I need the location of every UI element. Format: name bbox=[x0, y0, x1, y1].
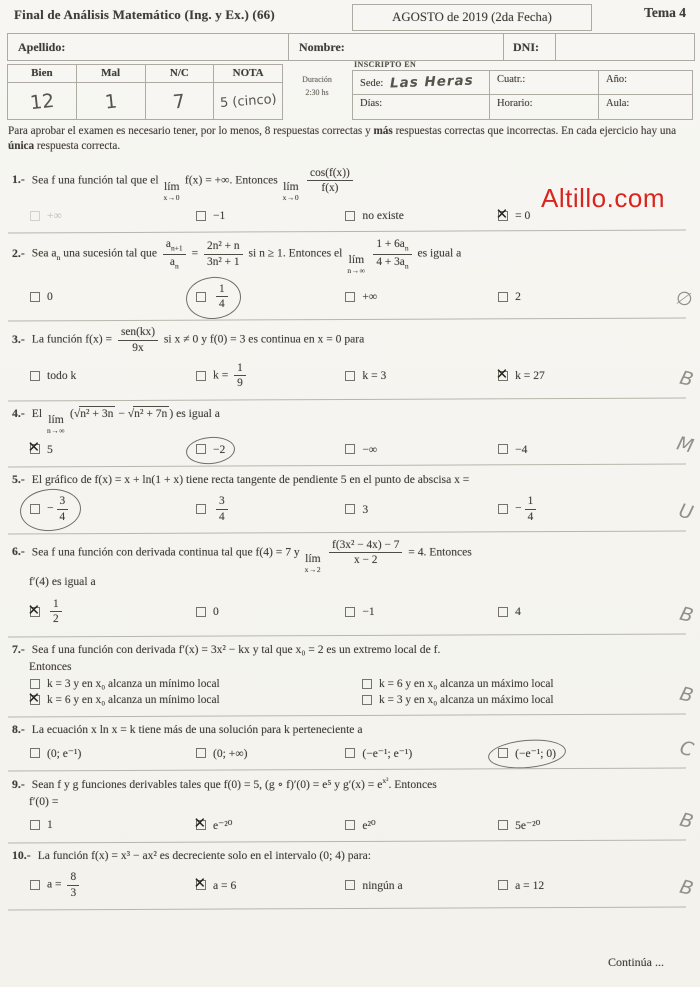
option-label: a = 6 bbox=[213, 878, 237, 892]
option-label: k = 3 bbox=[362, 369, 387, 383]
option-marked bbox=[28, 442, 55, 457]
option bbox=[496, 289, 523, 304]
option bbox=[343, 368, 388, 383]
exam-theme: Tema 4 bbox=[644, 5, 686, 20]
option-label: k = 3 y en x₀ alcanza un mínimo local bbox=[47, 678, 220, 691]
option-label: −4 bbox=[515, 442, 528, 456]
options-row bbox=[12, 361, 692, 391]
margin-mark-handwritten: B bbox=[677, 366, 696, 391]
fraction: $\frac{\cos(f(x))}{f(x)}$ bbox=[307, 167, 353, 195]
fraction: $\frac{1}{4}$ bbox=[216, 283, 228, 311]
fraction: $\frac{3}{4}$ bbox=[57, 495, 69, 523]
limit-notation: lím x→0 bbox=[163, 179, 181, 202]
x-mark-icon bbox=[196, 820, 206, 830]
fraction: $\frac{a_{n+1}}{a_n}$ bbox=[163, 238, 186, 270]
fraction: $\frac{1}{4}$ bbox=[525, 495, 537, 523]
question-stem-line2: f′(4) es igual a bbox=[29, 575, 96, 589]
option-label: 0 bbox=[47, 290, 53, 304]
option-label: 0 bbox=[213, 605, 219, 619]
option-label: − $\frac{3}{4}$ bbox=[47, 495, 71, 523]
option-marked bbox=[194, 878, 238, 893]
question-stem-line2: Entonces bbox=[29, 659, 72, 673]
option-label: −∞ bbox=[362, 442, 378, 456]
option-label: (−e⁻¹; e⁻¹) bbox=[362, 747, 413, 761]
checkbox-icon bbox=[30, 880, 40, 890]
option-label: todo k bbox=[47, 369, 77, 383]
question-number: 10.- bbox=[12, 847, 31, 862]
score-col-nc: N/C bbox=[146, 65, 215, 82]
score-col-bien: Bien bbox=[8, 65, 77, 82]
question-block-9 bbox=[8, 770, 694, 841]
checkbox-icon bbox=[345, 504, 355, 514]
option bbox=[343, 878, 404, 893]
subscript: n bbox=[56, 253, 61, 263]
checkbox-icon bbox=[30, 211, 40, 221]
checkbox-icon bbox=[498, 820, 508, 830]
checkbox-icon bbox=[362, 695, 372, 705]
option bbox=[28, 817, 55, 832]
option-label: +∞ bbox=[47, 209, 62, 223]
instructions-text: Para aprobar el examen es necesario tener, por lo menos, 8 respuestas correctas y más respuestas correctas que incorrectas. En cada ejercicio hay una única respuesta correcta. bbox=[8, 125, 677, 153]
option bbox=[360, 693, 556, 707]
option-label: e⁻²⁰ bbox=[213, 818, 233, 832]
option-label: 5e⁻²⁰ bbox=[515, 818, 541, 832]
dias-field bbox=[353, 95, 490, 119]
checkbox-icon bbox=[30, 820, 40, 830]
option bbox=[28, 368, 78, 383]
score-values-row bbox=[8, 83, 282, 120]
x-mark-icon bbox=[30, 444, 40, 454]
checkbox-icon bbox=[345, 211, 355, 221]
checkbox-icon bbox=[196, 444, 206, 454]
option-label: (−e⁻¹; 0) bbox=[515, 747, 557, 761]
inscripto-label: INSCRIPTO EN bbox=[354, 60, 417, 69]
question-stem: 9.- Sean f y g funciones derivables tales que f(0) = 5, (g ∘ f)′(0) = e⁵ y $g'(x) = e^{x^2}$. Entonces bbox=[12, 776, 437, 791]
aula-field bbox=[599, 95, 692, 119]
fraction: $\frac{\text{sen(kx)}}{9x}$ bbox=[118, 326, 158, 354]
checkbox-icon bbox=[196, 504, 206, 514]
options-row bbox=[12, 597, 692, 627]
checkbox-icon bbox=[345, 371, 355, 381]
nombre-field bbox=[289, 34, 504, 60]
superscript: x² bbox=[382, 776, 389, 786]
margin-mark-handwritten: B bbox=[677, 875, 696, 901]
sede-field bbox=[353, 71, 490, 95]
limit-notation: lím x→2 bbox=[304, 551, 322, 574]
margin-mark-handwritten: C bbox=[677, 736, 696, 762]
anio-field bbox=[599, 71, 692, 95]
checkbox-icon bbox=[362, 679, 372, 689]
option-label: 2 bbox=[515, 290, 521, 304]
dni-label: DNI: bbox=[504, 34, 556, 60]
option-label: k = $\frac{1}{9}$ bbox=[213, 362, 249, 390]
option-label bbox=[213, 283, 231, 311]
dni-field bbox=[504, 34, 694, 60]
subscript: n bbox=[404, 243, 409, 253]
sede-value-handwritten: Las Heras bbox=[389, 72, 474, 92]
question-block-6 bbox=[8, 533, 694, 636]
checkbox-icon bbox=[498, 292, 508, 302]
exam-title: Final de Análisis Matemático (Ing. y Ex.) (66) bbox=[14, 7, 275, 22]
options-row bbox=[12, 494, 692, 524]
options-row bbox=[12, 442, 692, 457]
margin-mark-handwritten: B bbox=[677, 602, 696, 627]
option-label: k = 3 y en x₀ alcanza un máximo local bbox=[379, 694, 554, 707]
question-stem: 5.- El gráfico de f(x) = x + ln(1 + x) tiene recta tangente de pendiente 5 en el punto de abscisa x = bbox=[12, 471, 470, 486]
option bbox=[343, 745, 414, 761]
option bbox=[496, 494, 541, 524]
question-number: 8.- bbox=[12, 722, 25, 737]
x-mark-icon bbox=[498, 371, 508, 381]
x-mark-icon bbox=[30, 607, 40, 617]
question-stem: 6.- Sea f una función con derivada continua tal que f(4) = 7 y lím x→2 $\frac{\text{f(3x² − 4x) − 7}}{x - 2}$ = 4. Entonces bbox=[12, 539, 472, 574]
checkbox-icon bbox=[196, 292, 206, 302]
question-block-3 bbox=[8, 320, 694, 399]
option-label: − $\frac{1}{4}$ bbox=[515, 495, 539, 523]
horario-label: Horario: bbox=[497, 98, 533, 109]
fraction: $\frac{8}{3}$ bbox=[67, 871, 79, 899]
apellido-label: Apellido: bbox=[18, 39, 66, 54]
options-row bbox=[12, 282, 692, 312]
question-number: 6.- bbox=[12, 544, 25, 559]
option bbox=[496, 604, 523, 619]
question-stem: 8.- La ecuación x ln x = k tiene más de una solución para k perteneciente a bbox=[12, 722, 363, 737]
checkbox-icon bbox=[30, 371, 40, 381]
option-label: = 0 bbox=[515, 209, 531, 223]
cuatr-field bbox=[490, 71, 599, 95]
name-fields-row bbox=[7, 33, 695, 61]
question-number: 4.- bbox=[12, 405, 25, 420]
apellido-field bbox=[8, 34, 289, 60]
checkbox-icon bbox=[30, 748, 40, 758]
option bbox=[343, 817, 377, 833]
score-header-row bbox=[8, 65, 282, 83]
checkbox-icon bbox=[345, 607, 355, 617]
score-value-bien-handwritten: 12 bbox=[28, 89, 56, 114]
option bbox=[194, 208, 227, 223]
option-label bbox=[213, 495, 231, 523]
checkbox-icon bbox=[196, 607, 206, 617]
option-marked bbox=[28, 693, 222, 707]
question-number: 5.- bbox=[12, 471, 25, 486]
question-number: 9.- bbox=[12, 776, 25, 791]
option-circled bbox=[496, 745, 558, 761]
checkbox-icon bbox=[196, 211, 206, 221]
checkbox-icon bbox=[498, 504, 508, 514]
sqrt-notation: √n² + 7n bbox=[127, 406, 168, 420]
question-stem: 3.- La función f(x) = $\frac{\text{sen(kx)}}{9x}$ si x ≠ 0 y f(0) = 3 es continua en x = 0 para bbox=[12, 326, 365, 354]
limit-notation: lím x→0 bbox=[282, 179, 300, 202]
fraction: $\frac{3}{4}$ bbox=[216, 495, 228, 523]
fraction: $\frac{1}{2}$ bbox=[50, 598, 62, 626]
option bbox=[496, 878, 546, 893]
option-label: ningún a bbox=[362, 878, 403, 892]
margin-mark-handwritten: M bbox=[674, 431, 696, 458]
score-value-nc-handwritten: 7 bbox=[172, 89, 187, 114]
option-label: (0; e⁻¹) bbox=[47, 747, 82, 761]
option bbox=[28, 208, 64, 223]
option-label: 3 bbox=[362, 502, 369, 516]
question-block-2 bbox=[8, 232, 694, 320]
continua-text: Continúa ... bbox=[608, 955, 664, 969]
question-stem: 10.- La función f(x) = x³ − ax² es decreciente solo en el intervalo (0; 4) para: bbox=[12, 847, 371, 862]
option-marked bbox=[28, 597, 67, 627]
question-stem-line2: f′(0) = bbox=[29, 794, 59, 808]
checkbox-icon bbox=[30, 504, 40, 514]
option bbox=[360, 677, 556, 691]
score-col-nota: NOTA bbox=[232, 67, 264, 79]
option-circled bbox=[194, 442, 227, 457]
fraction: $\frac{\text{f(3x² − 4x) − 7}}{x - 2}$ bbox=[329, 539, 402, 567]
question-number: 3.- bbox=[12, 331, 25, 346]
checkbox-icon bbox=[498, 444, 508, 454]
option bbox=[496, 442, 529, 457]
question-stem: 4.- El lím n→∞ (√n² + 3n − √n² + 7n ) es igual a bbox=[12, 405, 220, 436]
exam-date-box: AGOSTO de 2019 (2da Fecha) bbox=[352, 4, 592, 31]
option-marked bbox=[496, 208, 532, 223]
margin-mark-handwritten: ∅ bbox=[674, 286, 696, 313]
option-label: k = 27 bbox=[515, 369, 545, 383]
option-circled bbox=[194, 282, 233, 312]
checkbox-icon bbox=[345, 444, 355, 454]
score-value-mal-handwritten: 1 bbox=[103, 89, 118, 114]
options-row bbox=[12, 817, 692, 833]
option-label: (0; +∞) bbox=[213, 746, 248, 760]
duracion-hours: 2:30 hs bbox=[305, 87, 329, 97]
question-stem: 2.- Sea $a_n$ una sucesión tal que $\frac{a_{n+1}}{a_n}$ = $\frac{\text{2n² + n}}{\text{3n² + 1}}$ si n ≥ 1. Entonces el lím n→∞ $\frac{1 + 6a_n}{4 + 3a_n}$ es igual a bbox=[12, 238, 462, 276]
duracion-word: Duración bbox=[302, 75, 332, 84]
options-row bbox=[12, 745, 692, 761]
option-label: −1 bbox=[362, 605, 375, 619]
score-table bbox=[7, 64, 283, 120]
checkbox-icon bbox=[30, 679, 40, 689]
limit-notation: lím n→∞ bbox=[347, 253, 366, 276]
options-row bbox=[12, 870, 692, 900]
option bbox=[343, 604, 376, 619]
anio-label: Año: bbox=[606, 74, 627, 85]
question-block-8 bbox=[8, 716, 694, 770]
checkbox-icon bbox=[345, 748, 355, 758]
question-stem: 1.- Sea f una función tal que el lím x→0 f(x) = +∞. Entonces lím x→0 $\frac{\cos(f(x))}{f(x)}$ bbox=[12, 167, 692, 201]
fraction: $\frac{1 + 6a_n}{4 + 3a_n}$ bbox=[373, 238, 411, 270]
option bbox=[496, 817, 542, 833]
option bbox=[28, 289, 55, 304]
option bbox=[194, 746, 249, 761]
cuatr-label: Cuatr.: bbox=[497, 74, 526, 85]
margin-mark-handwritten: B bbox=[677, 808, 696, 833]
option-label: 4 bbox=[515, 605, 521, 619]
horario-field bbox=[490, 95, 599, 119]
altillo-watermark: Altillo.com bbox=[541, 183, 665, 213]
option-label: a = 12 bbox=[515, 878, 545, 892]
subscript: n bbox=[404, 261, 409, 271]
option bbox=[194, 494, 233, 524]
question-block-7 bbox=[8, 636, 694, 717]
x-mark-icon bbox=[30, 695, 40, 705]
bold-text: única bbox=[8, 140, 35, 153]
option bbox=[28, 677, 222, 691]
checkbox-icon bbox=[345, 292, 355, 302]
questions-list bbox=[8, 161, 694, 909]
margin-mark-handwritten: U bbox=[676, 499, 696, 525]
checkbox-icon bbox=[345, 880, 355, 890]
option-circled bbox=[28, 494, 73, 524]
checkbox-icon bbox=[196, 371, 206, 381]
option-label bbox=[47, 598, 65, 626]
option-label: e²⁰ bbox=[362, 818, 376, 832]
aula-label: Aula: bbox=[606, 98, 630, 109]
score-value-nota-handwritten: 5 (cinco) bbox=[219, 92, 277, 111]
bold-text: más bbox=[373, 125, 393, 137]
inscripto-table bbox=[352, 70, 693, 120]
option bbox=[194, 361, 251, 391]
option-label: +∞ bbox=[362, 290, 378, 304]
sede-label: Sede: bbox=[360, 78, 384, 89]
option bbox=[343, 502, 370, 517]
option-label: a = $\frac{8}{3}$ bbox=[47, 871, 82, 899]
limit-notation: lím n→∞ bbox=[46, 412, 66, 436]
x-mark-icon bbox=[196, 880, 206, 890]
question-block-4 bbox=[8, 400, 694, 466]
question-stem: 7.- Sea f una función con derivada f′(x) = 3x² − kx y tal que x₀ = 2 es un extremo local de f. bbox=[12, 641, 441, 656]
nombre-label: Nombre: bbox=[299, 39, 345, 54]
question-block-5 bbox=[8, 466, 694, 533]
checkbox-icon bbox=[498, 880, 508, 890]
dias-label: Días: bbox=[360, 98, 383, 109]
subscript: n+1 bbox=[170, 243, 183, 253]
question-number: 1.- bbox=[12, 172, 25, 187]
option-label: 5 bbox=[47, 442, 53, 456]
option bbox=[194, 604, 221, 619]
question-number: 7.- bbox=[12, 641, 25, 656]
checkbox-icon bbox=[196, 748, 206, 758]
checkbox-icon bbox=[30, 292, 40, 302]
question-number: 2.- bbox=[12, 245, 25, 260]
option-label: 1 bbox=[47, 818, 53, 832]
option-marked bbox=[496, 368, 547, 383]
duracion-label bbox=[288, 74, 346, 100]
option bbox=[343, 289, 379, 304]
option-label: k = 6 y en x₀ alcanza un máximo local bbox=[379, 678, 554, 691]
options-row bbox=[12, 677, 692, 707]
score-col-mal: Mal bbox=[77, 65, 146, 82]
x-mark-icon bbox=[498, 211, 508, 221]
sqrt-notation: √n² + 3n bbox=[73, 406, 114, 420]
option bbox=[343, 208, 406, 223]
option bbox=[343, 442, 379, 457]
option bbox=[28, 745, 83, 761]
checkbox-icon bbox=[345, 820, 355, 830]
option-label: −2 bbox=[213, 442, 226, 456]
question-block-10 bbox=[8, 842, 694, 909]
checkbox-icon bbox=[498, 748, 508, 758]
option bbox=[28, 870, 84, 900]
checkbox-icon bbox=[498, 607, 508, 617]
fraction: $\frac{\text{2n² + n}}{\text{3n² + 1}}$ bbox=[204, 240, 243, 268]
option-label: no existe bbox=[362, 209, 404, 223]
option-label: k = 6 y en x₀ alcanza un mínimo local bbox=[47, 694, 220, 707]
fraction: $\frac{1}{9}$ bbox=[234, 362, 246, 390]
subscript: n bbox=[174, 261, 179, 271]
option-label: −1 bbox=[213, 209, 226, 223]
margin-mark-handwritten: B bbox=[677, 682, 696, 708]
option-marked bbox=[194, 817, 234, 833]
